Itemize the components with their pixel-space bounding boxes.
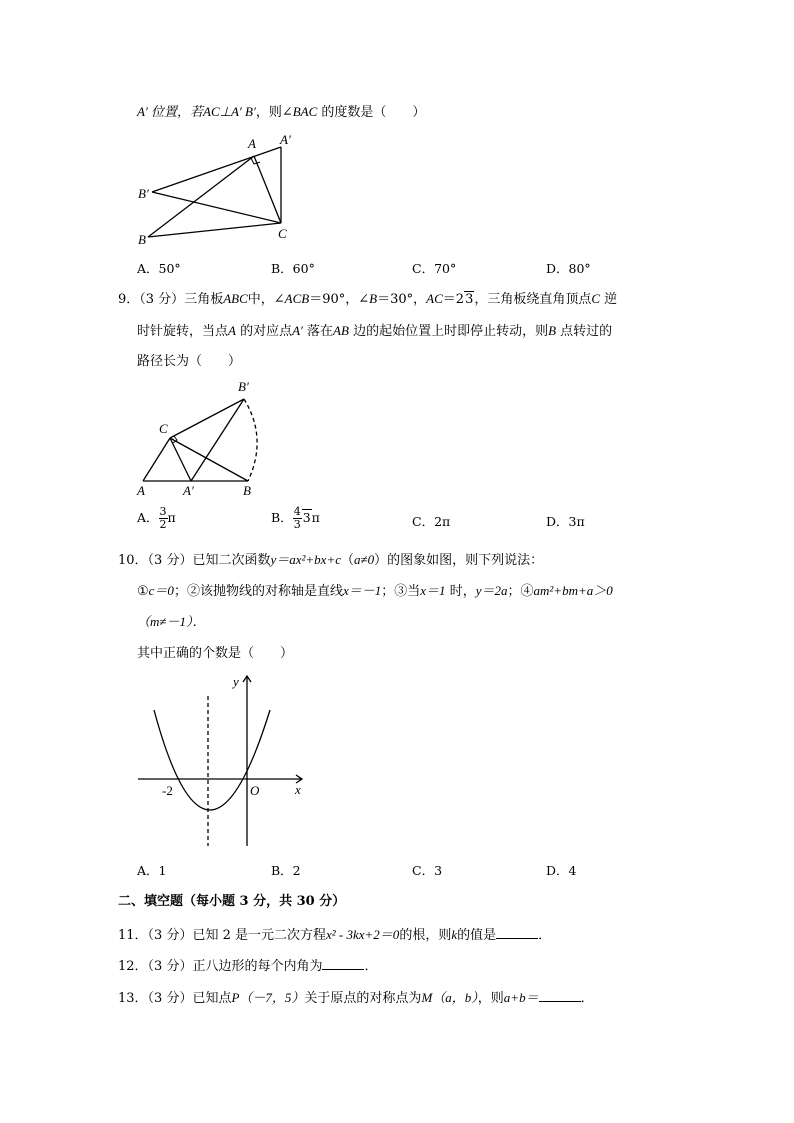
q10-s2-expr: x＝－1 (342, 583, 382, 598)
q10-label-neg2: -2 (162, 783, 173, 798)
q9-figure (130, 376, 270, 501)
q10-s3-y: y＝2a (475, 583, 508, 598)
q8-stem-a: A′ 位置，若 (137, 104, 204, 119)
q11-number: 11．（3 分） (118, 928, 193, 943)
q9-t5: ＝2 (442, 292, 465, 307)
q9-label-Bp: B′ (238, 379, 249, 394)
q8-label-B: B (138, 232, 146, 247)
q13-end: ． (580, 991, 594, 1006)
q9-label-C: C (159, 421, 168, 436)
q9-line2 (137, 323, 612, 340)
q9-t7: 逆 (600, 292, 618, 307)
q9-t2: 中，∠ (247, 292, 285, 307)
q13-t1: 已知点 (192, 991, 232, 1006)
q9-ac: AC (426, 291, 443, 306)
q13-answer-blank[interactable] (539, 989, 581, 1002)
q10-s1: ① (137, 584, 149, 599)
q10-s2-end: ； (381, 584, 395, 599)
q9-b2: B (548, 323, 557, 338)
q10-option-d[interactable]: D．4 (546, 863, 577, 878)
q9-opt-a-pi: π (167, 510, 176, 525)
q9-opt-b-pi: π (311, 510, 320, 525)
q9-option-b[interactable] (271, 506, 320, 531)
q8-option-d[interactable]: D．80° (546, 261, 591, 276)
q10-t2: （ (341, 553, 355, 568)
q10-s1-end: ； (173, 584, 187, 599)
q12-end: ． (364, 959, 378, 974)
q10-a-ne: a≠0 (354, 552, 375, 567)
q8-line-AC (254, 156, 281, 223)
q9-option-a[interactable] (137, 506, 176, 531)
section-2-title: 二、填空题（每小题 3 分，共 30 分） (118, 894, 346, 909)
q9-line-CBp (170, 399, 244, 438)
q9-acb: ACB (284, 291, 310, 306)
q10-s1-expr: c＝0 (148, 583, 174, 598)
q9-c: C (591, 291, 601, 306)
q9-label-Ap: A′ (183, 483, 194, 498)
q9-abc: ABC (223, 291, 248, 306)
q8-label-C: C (278, 226, 287, 241)
q13-t2: 关于原点的对称点为 (304, 991, 422, 1006)
q10-s3: ③当 (394, 584, 421, 599)
q9-opt-b-prefix: B． (271, 510, 293, 525)
q11-line (118, 926, 551, 944)
q8-label-Bp: B′ (138, 186, 149, 201)
q9-t8: 时针旋转，当点 (137, 324, 229, 339)
q10-line4: 其中正确的个数是（ ） (137, 646, 294, 661)
q9-label-A: A (137, 483, 145, 498)
q10-option-a[interactable]: A．1 (137, 863, 167, 878)
q9-arc (244, 399, 257, 481)
q10-func: y＝ax²+bx+c (270, 552, 341, 567)
q8-option-a[interactable]: A．50° (137, 261, 181, 276)
q13-t3: ，则 (477, 991, 504, 1006)
q9-t4: ＝30°， (377, 292, 427, 307)
q13-number: 13．（3 分） (118, 991, 193, 1006)
q10-number: 10．（3 分） (118, 553, 193, 568)
q8-stem-b: AC⊥A′ B′ (203, 104, 256, 119)
q8-line-BC (148, 223, 281, 237)
q10-option-b[interactable]: B．2 (271, 863, 301, 878)
q9-t9: 的对应点 (235, 324, 293, 339)
q9-opt-b-fraction (293, 506, 302, 531)
q10-label-o: O (250, 783, 260, 798)
q12-t1: 正八边形的每个内角为 (192, 959, 323, 974)
q9-t10: 落在 (302, 324, 334, 339)
q12-answer-blank[interactable] (322, 957, 364, 970)
q8-stem-c: ，则∠ (255, 105, 293, 120)
q9-t11: 边的起始位置上时即停止转动，则 (348, 324, 549, 339)
q8-option-b[interactable]: B．60° (271, 261, 315, 276)
q10-line3: （m≠－1）． (137, 614, 206, 629)
q10-line2 (137, 583, 613, 600)
q9-opt-b-num: 4 (293, 505, 301, 518)
q8-stem-e: 的度数是（ ） (317, 105, 426, 120)
q10-s4: ④ (520, 584, 534, 599)
q10-line1 (118, 552, 543, 569)
q9-opt-a-fraction (159, 506, 168, 531)
q10-option-c[interactable]: C．3 (412, 863, 443, 878)
q9-opt-a-num: 3 (159, 505, 167, 518)
q9-t3: ＝90°，∠ (309, 292, 370, 307)
q9-line-ApBp (191, 399, 244, 481)
q9-number: 9．（3 分） (118, 292, 185, 307)
q9-ab: AB (333, 323, 349, 338)
q11-k: k (451, 927, 458, 942)
q11-answer-blank[interactable] (496, 926, 538, 939)
q11-eq: x² - 3kx+2＝0 (326, 927, 400, 942)
q9-t6: ，三角板绕直角顶点 (474, 292, 592, 307)
q11-t1: 已知 2 是一元二次方程 (192, 928, 326, 943)
q10-s2: ②该抛物线的对称轴是直线 (186, 584, 343, 599)
q10-t3: ）的图象如图，则下列说法： (374, 553, 544, 568)
q11-t2: 的根，则 (399, 928, 452, 943)
q9-opt-a-den: 2 (159, 518, 167, 531)
q9-sqrt3: 3 (465, 292, 474, 307)
q8-option-c[interactable]: C．70° (412, 261, 457, 276)
q9-option-c[interactable]: C．2π (412, 514, 451, 529)
q9-option-d[interactable]: D．3π (546, 514, 585, 529)
q9-ap: A′ (292, 323, 303, 338)
q9-line1 (118, 291, 617, 308)
q9-opt-a-prefix: A． (137, 510, 159, 525)
q9-line3: 路径长为（ ） (137, 354, 242, 369)
q10-label-x: x (295, 782, 301, 797)
q10-graph (130, 670, 310, 850)
q10-s3-x: x＝1 (420, 583, 446, 598)
q10-s3-mid: 时， (445, 584, 476, 599)
q12-number: 12．（3 分） (118, 959, 193, 974)
q10-s3-end: ； (507, 584, 521, 599)
q9-opt-b-sqrt: 3 (302, 510, 311, 525)
q11-end: ． (538, 928, 552, 943)
q9-t1: 三角板 (184, 292, 224, 307)
q13-p: P（－7，5） (231, 990, 305, 1005)
q8-stem (137, 104, 425, 121)
q9-a: A (228, 323, 236, 338)
q10-t1: 已知二次函数 (192, 553, 271, 568)
q13-sum: a+b＝ (503, 990, 539, 1005)
q9-t12: 点转过的 (556, 324, 613, 339)
q9-b: B (369, 291, 378, 306)
q9-line-CB (170, 438, 248, 481)
q8-line-BA (148, 156, 254, 237)
q13-m: M（a，b） (421, 990, 478, 1005)
q9-opt-b-den: 3 (293, 518, 301, 531)
q10-label-y: y (233, 674, 239, 689)
q11-t3: 的值是 (457, 928, 497, 943)
q9-line-AC (143, 438, 170, 481)
q8-figure (130, 130, 300, 250)
q8-label-Ap: A′ (280, 132, 291, 147)
q10-s4-expr: am²+bm+a＞0 (533, 583, 613, 598)
q13-line (118, 989, 594, 1007)
q8-stem-d: BAC (292, 104, 318, 119)
q12-line (118, 957, 377, 975)
q8-label-A: A (248, 136, 256, 151)
q9-label-B: B (243, 483, 251, 498)
